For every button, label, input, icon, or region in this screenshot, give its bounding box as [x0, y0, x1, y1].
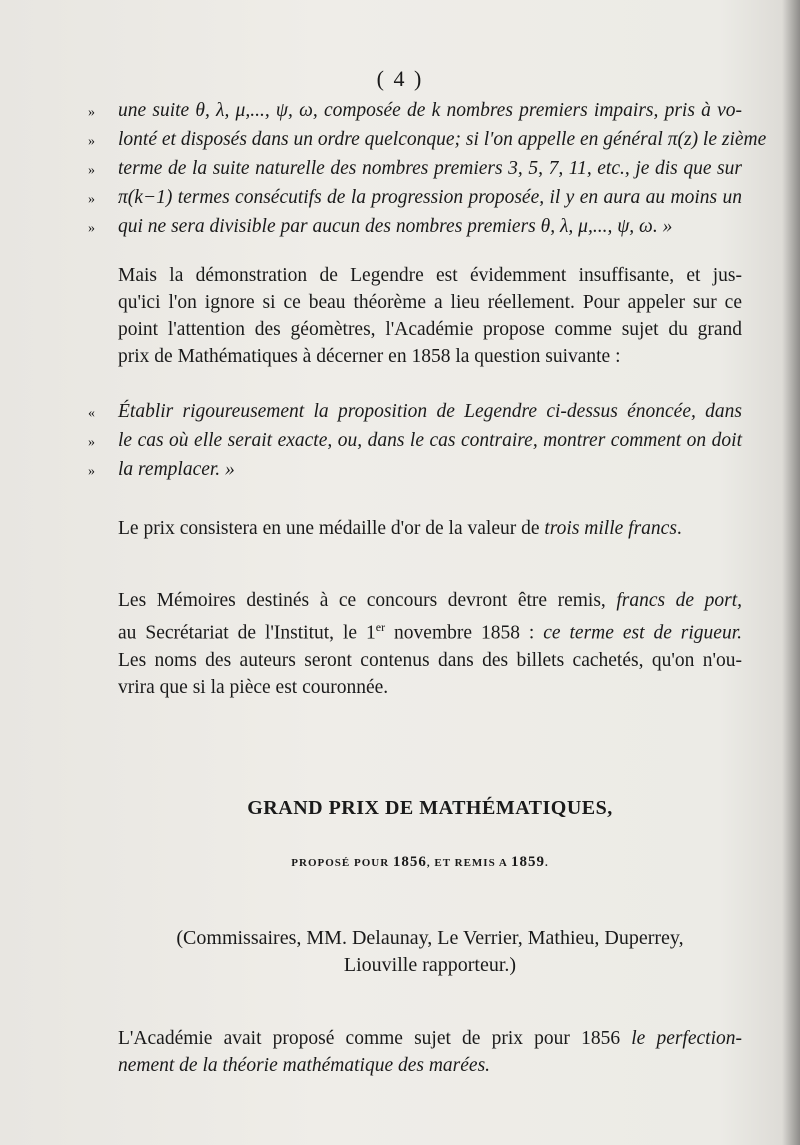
quote-mark: »: [88, 221, 95, 236]
text-line: [0, 614, 742, 647]
section-title: GRAND PRIX DE MATHÉMATIQUES,: [247, 797, 613, 819]
quote-line: [88, 184, 742, 213]
question-text: la remplacer. »: [118, 459, 235, 480]
quote-mark: «: [88, 406, 95, 421]
text-span: novembre 1858 :: [385, 622, 544, 644]
quote-text: terme de la suite naturelle des nombres premiers 3, 5, 7, 11, etc., je dis que sur: [118, 158, 742, 179]
text-span: Les Mémoires destinés à ce concours devront être remis,: [118, 590, 617, 611]
prize-suffix: .: [676, 518, 682, 539]
quote-mark: »: [88, 163, 95, 178]
question-text: le cas où elle serait exacte, ou, dans le cas contraire, montrer comment on doit: [118, 430, 742, 451]
text-span: ce terme est de rigueur.: [543, 622, 742, 644]
quote-line: [88, 97, 742, 126]
subtitle-year: 1856: [392, 854, 427, 870]
text-line: nement de la théorie mathématique des marées.: [118, 1055, 491, 1076]
paragraph-prize: [118, 515, 742, 542]
question-text: Établir rigoureusement la proposition de Legendre ci-dessus énoncée, dans: [118, 401, 742, 422]
quote-mark: »: [88, 105, 95, 120]
legendre-quote: [88, 97, 767, 242]
quote-text: lonté et disposés dans un ordre quelconque; si l'on appelle en général π(z) le zième: [118, 129, 767, 150]
quote-line: [88, 213, 742, 242]
text-line: Les noms des auteurs seront contenus dans des billets cachetés, qu'on n'ou-: [118, 649, 742, 671]
subtitle-year: 1859: [510, 854, 545, 870]
quote-mark: »: [88, 134, 95, 149]
question-line: [88, 427, 742, 456]
quote-line: [88, 126, 767, 155]
text-line: qu'ici l'on ignore si ce beau théorème a lieu réellement. Pour appeler sur ce: [118, 292, 742, 313]
text-span: au Secrétariat de l'Institut, le 1: [118, 622, 376, 644]
text-span: le perfection-: [631, 1028, 742, 1049]
commissaires: [0, 925, 800, 979]
paragraph-memoires: [118, 587, 742, 701]
text-span: L'Académie avait proposé comme sujet de prix pour 1856: [118, 1028, 632, 1049]
subtitle-text: .: [544, 857, 549, 869]
text-span: er: [375, 620, 386, 634]
quote-text: une suite θ, λ, μ,..., ψ, ω, composée de k nombres premiers impairs, pris à vo-: [118, 100, 742, 121]
subtitle-text: PROPOSÉ POUR: [291, 857, 393, 869]
text-line: Mais la démonstration de Legendre est évidemment insuffisante, et jus-: [118, 265, 742, 286]
prize-prefix: Le prix consistera en une médaille d'or de la valeur de: [118, 518, 545, 539]
quote-mark: »: [88, 435, 95, 450]
text-line: [118, 1025, 742, 1052]
prize-amount: trois mille francs: [544, 518, 677, 539]
paragraph-demonstration: [118, 262, 742, 370]
quote-mark: »: [88, 464, 95, 479]
prize-question: [88, 398, 742, 485]
question-line: [88, 456, 742, 485]
page-number: ( 4 ): [376, 66, 424, 91]
question-line: [88, 398, 742, 427]
commissaires-line: Liouville rapporteur.): [343, 954, 517, 976]
text-line: point l'attention des géomètres, l'Académie propose comme sujet du grand: [118, 319, 742, 340]
quote-line: [88, 155, 742, 184]
text-line: prix de Mathématiques à décerner en 1858 la question suivante :: [118, 346, 621, 367]
paragraph-final: [118, 1025, 742, 1079]
quote-mark: »: [88, 192, 95, 207]
quote-text: qui ne sera divisible par aucun des nombres premiers θ, λ, μ,..., ψ, ω. »: [118, 216, 673, 237]
text-line: [118, 587, 742, 614]
section-subtitle: [0, 854, 800, 871]
text-span: francs de port,: [616, 590, 742, 611]
quote-text: π(k−1) termes consécutifs de la progression proposée, il y en aura au moins un: [118, 187, 742, 208]
commissaires-line: (Commissaires, MM. Delaunay, Le Verrier, Mathieu, Duperrey,: [176, 927, 684, 949]
text-line: [118, 515, 742, 542]
text-line: vrira que si la pièce est couronnée.: [118, 676, 389, 698]
subtitle-text: , ET REMIS A: [426, 857, 511, 869]
